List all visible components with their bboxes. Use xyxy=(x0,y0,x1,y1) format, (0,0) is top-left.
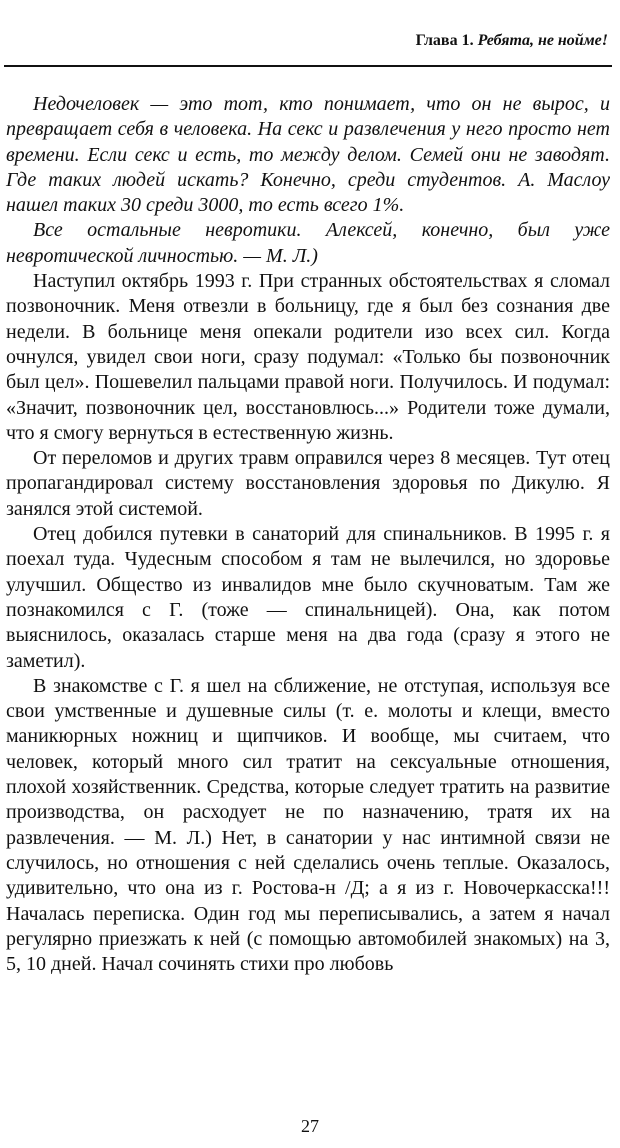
header-rule xyxy=(4,65,612,67)
chapter-title: Ребята, не ноймe! xyxy=(477,32,608,49)
running-head xyxy=(416,32,608,50)
paragraph-1: Недочеловек — это тот, кто понимает, что он не вырос, и превращает себя в человека. На секс и развлечения у него просто нет времени. Если секс и есть, то между делом. Семей они не заводят. Где таких людей искать? Конечно, среди студентов. А. Маслоу нашел таких 30 среди 3000, то есть всего 1%. xyxy=(6,93,610,217)
page-number: 27 xyxy=(301,1116,319,1136)
page-body xyxy=(6,92,610,977)
paragraph-6: В знакомстве с Г. я шел на сближение, не отступая, используя все свои умственные и душевные силы (т. е. молоты и клещи, вместо маникюрных ножниц и щипчиков. И вообще, мы считаем, что человек, который много сил тратит на сексуальные отношения, плохой хозяйственник. Средства, которые следует тратить на развитие производства, он расходует не по назначению, тратя их на развлечения. — М. Л.) Нет, в санатории у нас интимной связи не случилось, но отношения с ней сделались очень теплые. Оказалось, удивительно, что она из г. Ростова-н /Д; а я из г. Новочеркасска!!! Началась переписка. Один год мы переписывались, а затем я начал регулярно приезжать к ней (с помощью автомобилей знакомых) на 3, 5, 10 дней. Начал сочинять стихи про любовь xyxy=(6,674,610,976)
paragraph-4: От переломов и других травм оправился через 8 месяцев. Тут отец пропагандировал систему восстановления здоровья по Дикулю. Я занялся этой системой. xyxy=(6,447,610,520)
chapter-label: Глава 1. xyxy=(415,32,474,49)
paragraph-5: Отец добился путевки в санаторий для спинальников. В 1995 г. я поехал туда. Чудесным способом я там не вылечился, но здоровье улучшил. Общество из инвалидов мне было скучноватым. Там же познакомился с Г. (тоже — спинальницей). Она, как потом выяснилось, оказалась старше меня на два года (сразу я этого не заметил). xyxy=(6,523,610,672)
paragraph-2: Все остальные невротики. Алексей, конечно, был уже невротической личностью. — М. Л.) xyxy=(6,219,610,267)
paragraph-3: Наступил октябрь 1993 г. При странных обстоятельствах я сломал позвоночник. Меня отвезли в больницу, где я был без сознания две недели. В больнице меня опекали родители изо всех сил. Когда очнулся, увидел свои ноги, сразу подумал: «Только бы позвоночник был цел». Пошевелил пальцами правой ноги. Получилось. И подумал: «Значит, позвоночник цел, восстановлюсь...» Родители тоже думали, что я смогу вернуться в естественную жизнь. xyxy=(6,270,610,444)
